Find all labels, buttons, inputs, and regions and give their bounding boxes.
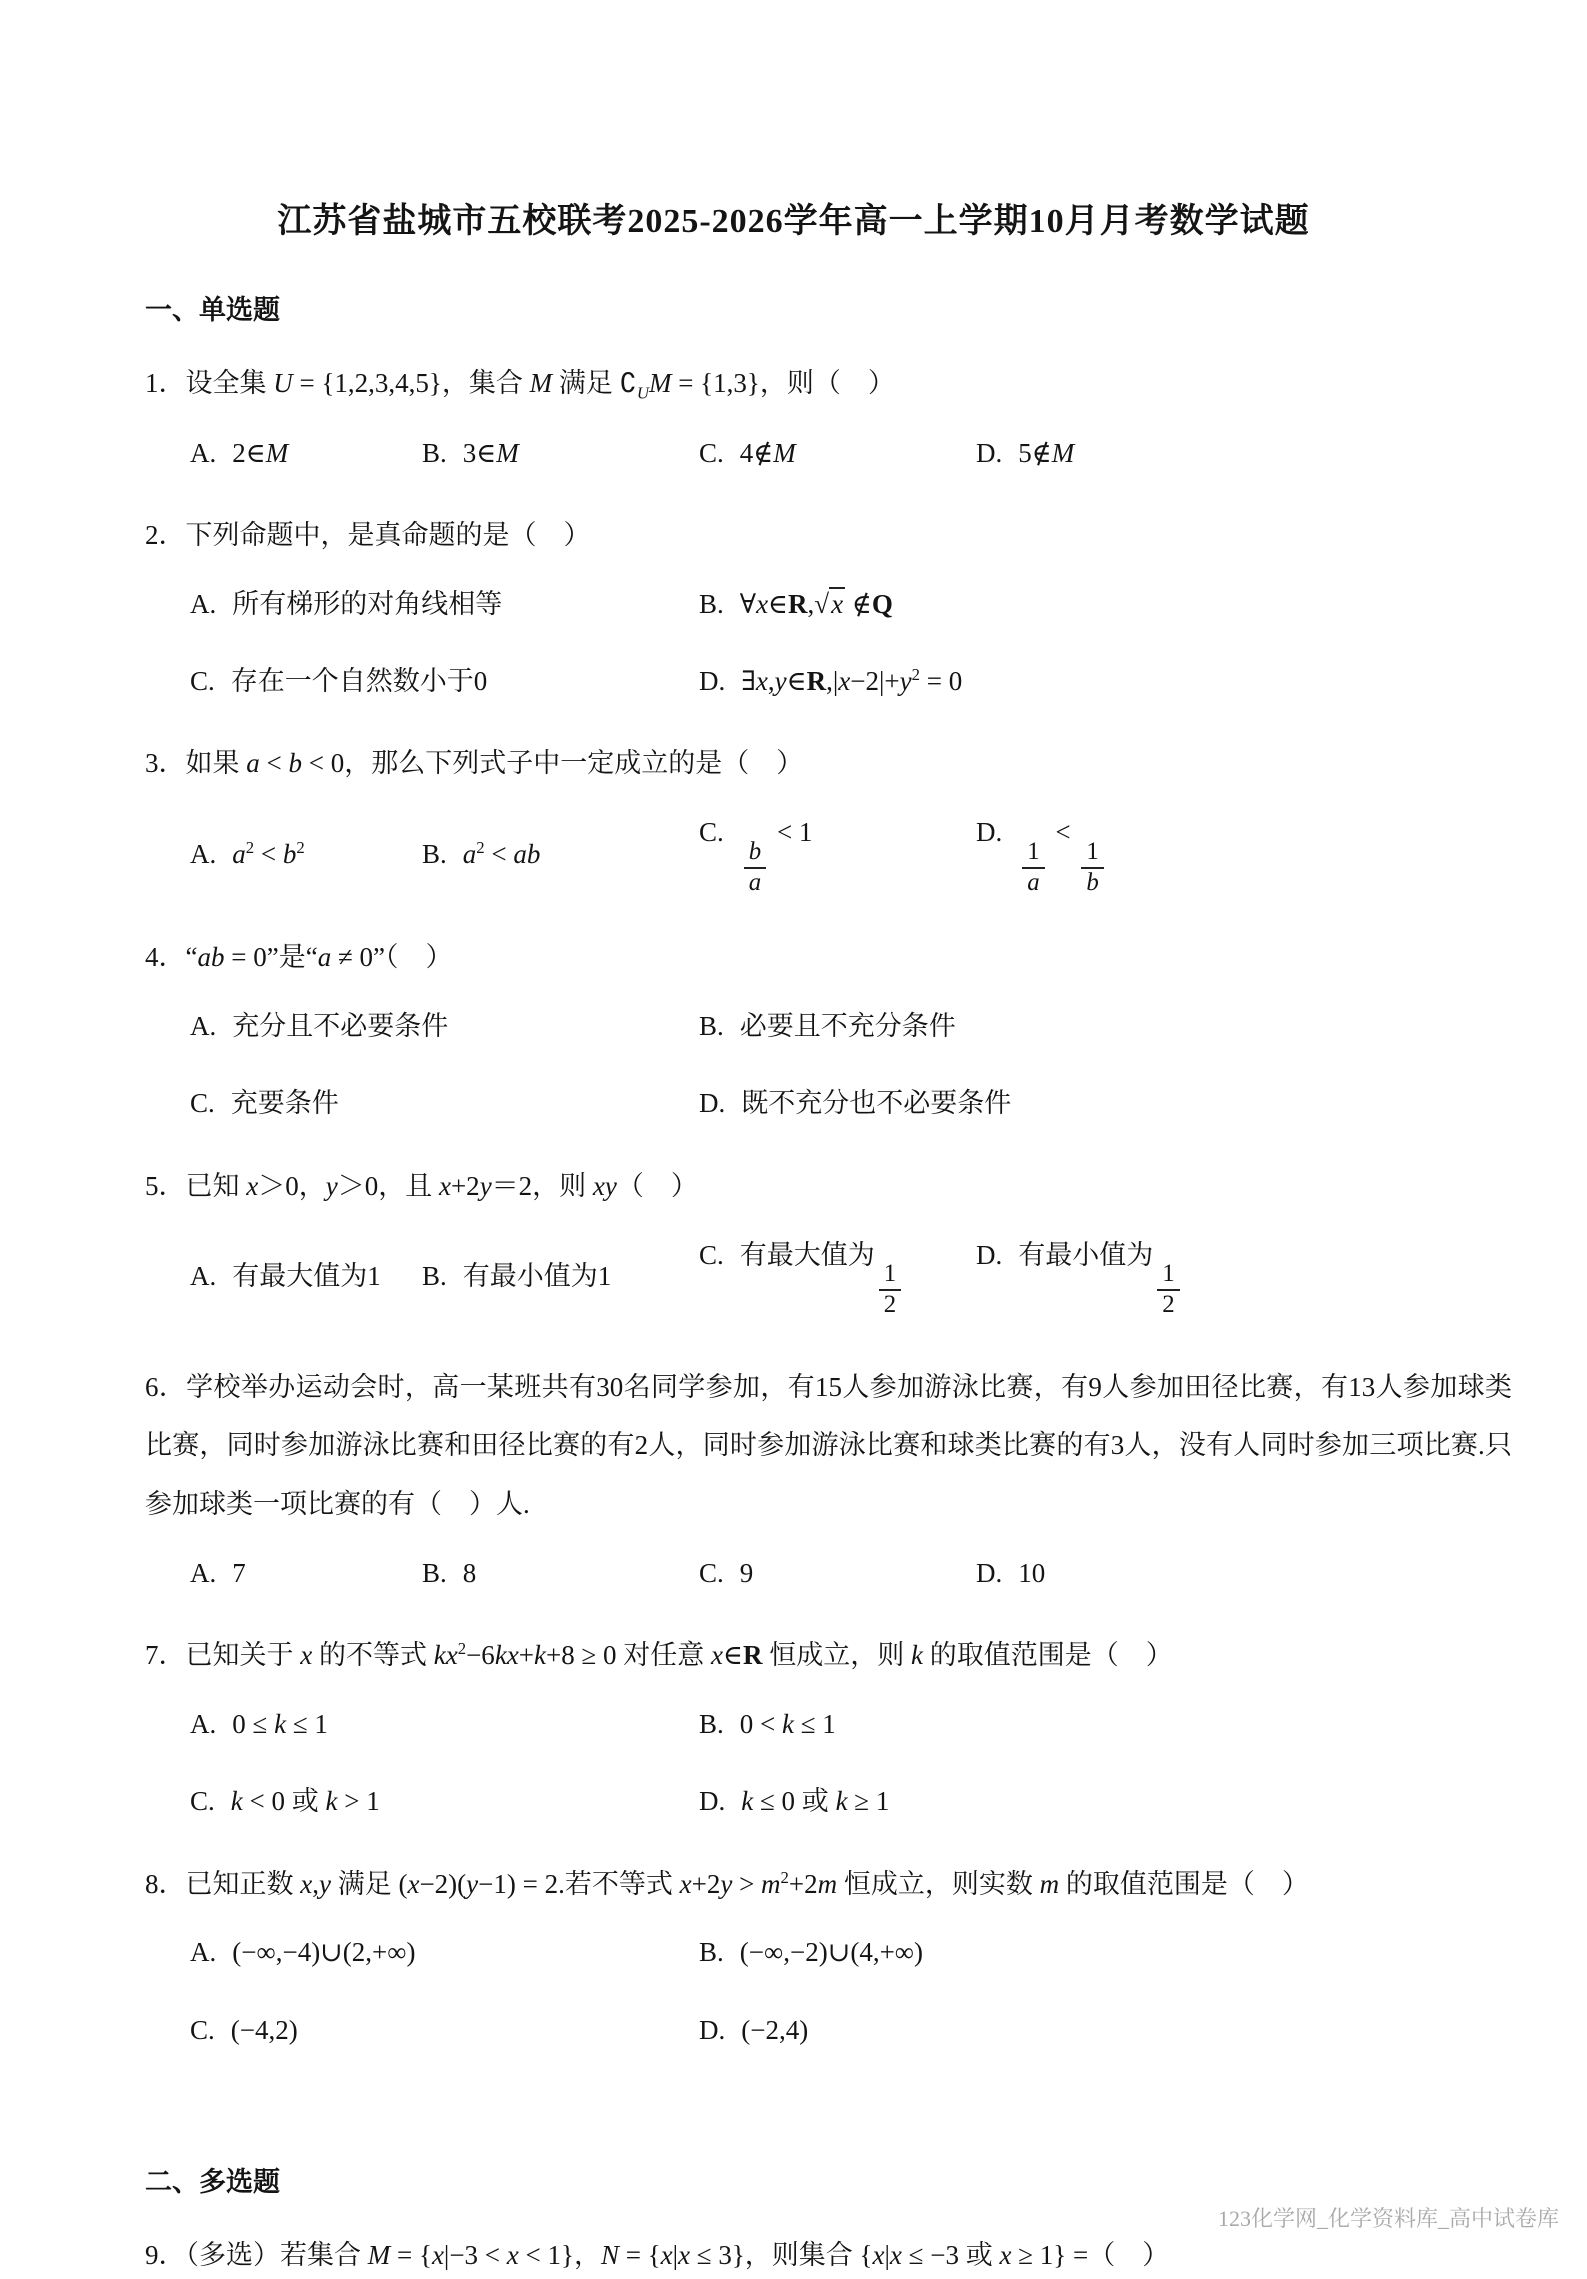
option-text: 0 < k ≤ 1 [739, 1709, 836, 1740]
option-text: (−∞,−2)∪(4,+∞) [739, 1937, 924, 1968]
option-text: k < 0 或 k > 1 [230, 1786, 380, 1817]
question-4-stem: 4．“ab = 0”是“a ≠ 0”（ ） [145, 942, 453, 973]
option-text: 5∉M [1018, 438, 1075, 469]
question-3-options [190, 811, 1512, 897]
section-heading-multi-choice: 二、多选题 [145, 2166, 280, 2197]
question-4-option-a [190, 1005, 699, 1048]
question-7-option-c [190, 1780, 699, 1823]
option-label: C. [699, 1558, 724, 1589]
question-1-stem: 1．设全集 U = {1,2,3,4,5}，集合 M 满足 $∁_UM = \{1,3\}$，则（ ） [145, 368, 895, 403]
option-text: (−2,4) [741, 2014, 809, 2045]
question-4-option-d [699, 1082, 1512, 1125]
option-text: 8 [462, 1558, 477, 1589]
option-label: D. [699, 1088, 726, 1119]
option-label: A. [190, 838, 217, 869]
option-text: 有最小值为 $\frac{1}{2}$ [1018, 1240, 1183, 1270]
option-label: D. [699, 2014, 726, 2045]
question-6-option-c [699, 1552, 976, 1595]
option-label: D. [976, 1239, 1003, 1270]
option-text: 9 [739, 1558, 754, 1589]
watermark-text: 123化学网_化学资料库_高中试卷库 [1217, 2206, 1559, 2231]
option-label: B. [699, 1011, 724, 1042]
option-text: $\frac{1}{a}$ < $\frac{1}{b}$ [1018, 817, 1108, 847]
question-6-option-d [976, 1552, 1512, 1595]
question-5-option-a [190, 1255, 422, 1298]
option-label: A. [190, 1558, 217, 1589]
option-label: B. [699, 589, 724, 620]
question-8-option-c [190, 2009, 699, 2052]
option-label: B. [422, 1558, 447, 1589]
option-text: 有最小值为1 [462, 1260, 612, 1291]
option-text: 所有梯形的对角线相等 [232, 589, 503, 620]
option-label: B. [699, 1709, 724, 1740]
question-7-option-b [699, 1703, 1512, 1746]
question-1-option-a [190, 432, 422, 475]
question-6-option-a [190, 1552, 422, 1595]
question-5 [145, 1164, 1512, 1320]
question-6-option-b [422, 1552, 699, 1595]
question-1-options [190, 432, 1512, 475]
question-3-option-a [190, 833, 422, 876]
question-7-option-d [699, 1780, 1512, 1823]
page-title: 江苏省盐城市五校联考2025-2026学年高一上学期10月月考数学试题 [277, 203, 1310, 240]
question-4-options [190, 1005, 1512, 1125]
option-text: $\exists x,y\in R,|x-2|+y^2 = 0$ [741, 665, 963, 697]
option-text: $\frac{b}{a}$ < 1 [740, 817, 813, 847]
option-text: 0 ≤ k ≤ 1 [232, 1709, 328, 1740]
question-8-option-b [699, 1931, 1512, 1974]
question-8-options [190, 1931, 1512, 2051]
option-text: 10 [1018, 1558, 1046, 1589]
option-label: B. [422, 838, 447, 869]
question-2-option-c [190, 660, 699, 703]
option-text: $a^2 < b^2$ [232, 837, 305, 869]
question-5-option-c [699, 1234, 976, 1320]
option-text: 有最大值为1 [232, 1260, 381, 1291]
question-4 [145, 935, 1512, 1125]
option-label: C. [699, 817, 724, 848]
question-2-option-a [190, 583, 699, 626]
option-label: D. [699, 666, 726, 697]
option-label: D. [976, 1558, 1003, 1589]
option-label: C. [190, 2014, 215, 2045]
question-2-options [190, 583, 1512, 703]
option-text: (−∞,−4)∪(2,+∞) [232, 1937, 416, 1968]
option-label: C. [699, 438, 724, 469]
option-label: A. [190, 438, 217, 469]
question-8-option-d [699, 2009, 1512, 2052]
question-3-option-d [976, 811, 1512, 897]
question-1-option-b [422, 432, 699, 475]
question-1-option-c [699, 432, 976, 475]
question-9 [145, 2233, 1512, 2279]
question-7-option-a [190, 1703, 699, 1746]
question-1 [145, 361, 1512, 475]
question-2-option-b [699, 583, 1512, 626]
question-4-option-b [699, 1005, 1512, 1048]
option-label: D. [976, 438, 1003, 469]
question-5-options [190, 1234, 1512, 1320]
question-7-options [190, 1703, 1512, 1823]
question-8-stem: 8．已知正数 x,y 满足 (x−2)(y−1) = 2.若不等式 $x+2y > m^2+2m$ 恒成立，则实数 m 的取值范围是（ ） [145, 1867, 1309, 1899]
option-label: B. [422, 1260, 447, 1291]
question-3-stem: 3．如果 a < b < 0，那么下列式子中一定成立的是（ ） [145, 748, 804, 779]
option-text: 存在一个自然数小于0 [230, 666, 488, 697]
option-text: 充分且不必要条件 [232, 1011, 449, 1042]
option-label: C. [190, 1088, 215, 1119]
option-text: 3∈M [462, 438, 519, 469]
question-2-option-d [699, 660, 1512, 703]
section-heading-single-choice: 一、单选题 [145, 295, 280, 326]
question-2-stem: 2．下列命题中，是真命题的是（ ） [145, 520, 591, 551]
option-label: B. [422, 438, 447, 469]
question-3 [145, 741, 1512, 897]
question-4-option-c [190, 1082, 699, 1125]
question-3-option-b [422, 833, 699, 876]
option-label: C. [190, 666, 215, 697]
option-label: D. [976, 817, 1003, 848]
question-8 [145, 1862, 1512, 2052]
question-3-option-c [699, 811, 976, 897]
question-9-stem: 9．（多选）若集合 M = {x|−3 < x < 1}，N = {x|x ≤ 3}，则集合 {x|x ≤ −3 或 x ≥ 1} =（ ） [145, 2239, 1170, 2270]
option-text: 有最大值为 $\frac{1}{2}$ [740, 1240, 905, 1270]
question-6 [145, 1358, 1512, 1596]
question-7-stem: 7．已知关于 x 的不等式 $kx^2-6kx+k+8 \ge 0$ 对任意 x∈R 恒成立，则 k 的取值范围是（ ） [145, 1639, 1173, 1671]
option-label: C. [699, 1239, 724, 1270]
question-2 [145, 513, 1512, 703]
option-text: 充要条件 [230, 1088, 339, 1119]
option-label: A. [190, 589, 217, 620]
question-6-stem: 6．学校举办运动会时，高一某班共有30名同学参加，有15人参加游泳比赛，有9人参加田径比赛，有13人参加球类比赛，同时参加游泳比赛和田径比赛的有2人，同时参加游泳比赛和球类比赛的有3人，没有人同时参加三项比赛.只参加球类一项比赛的有（ ）人. [145, 1371, 1512, 1520]
option-text: (−4,2) [230, 2014, 298, 2045]
question-7 [145, 1633, 1512, 1823]
question-5-option-b [422, 1255, 699, 1298]
option-label: A. [190, 1011, 217, 1042]
question-5-stem: 5．已知 x＞0，y＞0，且 x+2y＝2，则 xy（ ） [145, 1170, 698, 1201]
option-label: A. [190, 1709, 217, 1740]
exam-content [0, 288, 1587, 2279]
option-label: D. [699, 1786, 726, 1817]
question-5-option-d [976, 1234, 1512, 1320]
question-6-options [190, 1552, 1512, 1595]
option-text: 7 [232, 1558, 246, 1589]
option-text: 必要且不充分条件 [739, 1011, 956, 1042]
option-label: A. [190, 1260, 217, 1291]
option-text: 4∉M [739, 438, 796, 469]
option-text: k ≤ 0 或 k ≥ 1 [741, 1786, 890, 1817]
question-8-option-a [190, 1931, 699, 1974]
option-label: C. [190, 1786, 215, 1817]
option-text: 2∈M [232, 438, 289, 469]
option-label: B. [699, 1937, 724, 1968]
option-text: $a^2$ < ab [462, 837, 541, 869]
option-label: A. [190, 1937, 217, 1968]
option-text: ∀x∈R,√x ∉Q [739, 589, 893, 620]
option-text: 既不充分也不必要条件 [741, 1088, 1012, 1119]
question-1-option-d [976, 432, 1512, 475]
